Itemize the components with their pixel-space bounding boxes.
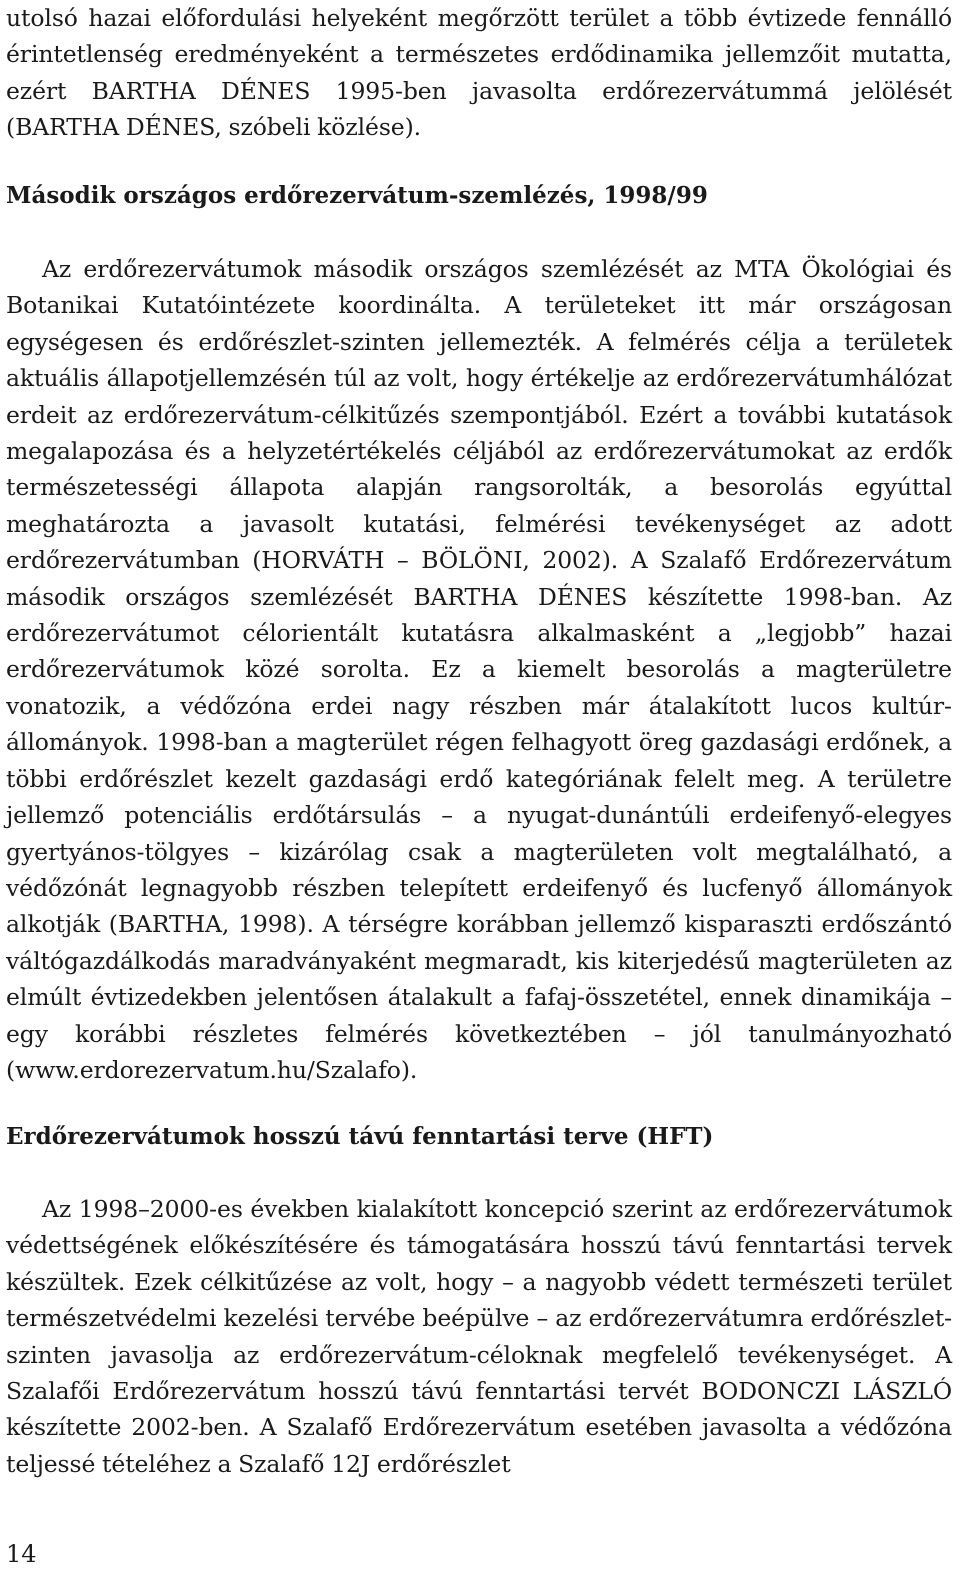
- body-paragraph-hft: Az 1998–2000-es években kialakított koncepció szerint az erdőrezervátumok védettségének előkészítésére és támogatására hosszú távú fenntartási tervek készültek. Ezek célkitűzése az volt, hogy – a nagyobb védett természeti terület természetvédelmi kezelési tervébe beépülve – az erdőrezervátumra erdőrészlet-szinten javasolja az erdőrezervátum-céloknak megfelelő tevékenységet. A Szalafői Erdőrezervátum hosszú távú fenntartási tervét BODONCZI LÁSZLÓ készítette 2002-ben. A Szalafő Erdőrezervátum esetében javasolta a védőzóna teljessé tételéhez a Szalafő 12J erdőrészlet: [6, 1195, 952, 1478]
- page-number: 14: [6, 1540, 37, 1568]
- intro-paragraph: utolsó hazai előfordulási helyeként megőrzött terület a több évtizede fennálló érintetlenség eredményeként a természetes erdődinamika jellemzőit mutatta, ezért BARTHA DÉNES 1995-ben javasolta erdőrezervátummá jelölését (BARTHA DÉNES, szóbeli közlése).: [6, 4, 952, 142]
- section-heading-hft: Erdőrezervátumok hosszú távú fenntartási terve (HFT): [6, 1123, 714, 1150]
- section-heading-szemlezes: Második országos erdőrezervátum-szemlézés, 1998/99: [6, 182, 708, 209]
- body-paragraph-szemlezes: Az erdőrezervátumok második országos szemlézését az MTA Ökológiai és Botanikai Kutatóintézete koordinálta. A területeket itt már országosan egységesen és erdőrészlet-szinten jellemezték. A felmérés célja a területek aktuális állapotjellemzésén túl az volt, hogy értékelje az erdőrezervátumhálózat erdeit az erdőrezervátum-célkitűzés szempontjából. Ezért a további kutatások megalapozása és a helyzetértékelés céljából az erdőrezervátumokat az erdők természetességi állapota alapján rangsorolták, a besorolás egyúttal meghatározta a javasolt kutatási, felmérési tevékenységet az adott erdőrezervátumban (HORVÁTH – BÖLÖNI, 2002). A Szalafő Erdőrezervátum második országos szemlézését BARTHA DÉNES készítette 1998-ban. Az erdőrezervátumot célorientált kutatásra alkalmasként a „legjobb” hazai erdőrezervátumok közé sorolta. Ez a kiemelt besorolás a magterületre vonatozik, a védőzóna erdei nagy részben már átalakított lucos kultúrállományok. 1998-ban a magterület régen felhagyott öreg gazdasági erdőnek, a többi erdőrészlet kezelt gazdasági erdő kategóriának felelt meg. A területre jellemző potenciális erdőtársulás – a nyugat-dunántúli erdeifenyő-elegyes gyertyános-tölgyes – kizárólag csak a magterületen volt megtalálható, a védőzónát legnagyobb részben telepített erdeifenyő és lucfenyő állományok alkotják (BARTHA, 1998). A térségre korábban jellemző kisparaszti erdőszántó váltógazdálkodás maradványaként megmaradt, kis kiterjedésű magterületen az elmúlt évtizedekben jelentősen átalakult a fafaj-összetétel, ennek dinamikája – egy korábbi részletes felmérés következtében – jól tanulmányozható (www.erdorezervatum.hu/Szalafo).: [6, 255, 952, 1084]
